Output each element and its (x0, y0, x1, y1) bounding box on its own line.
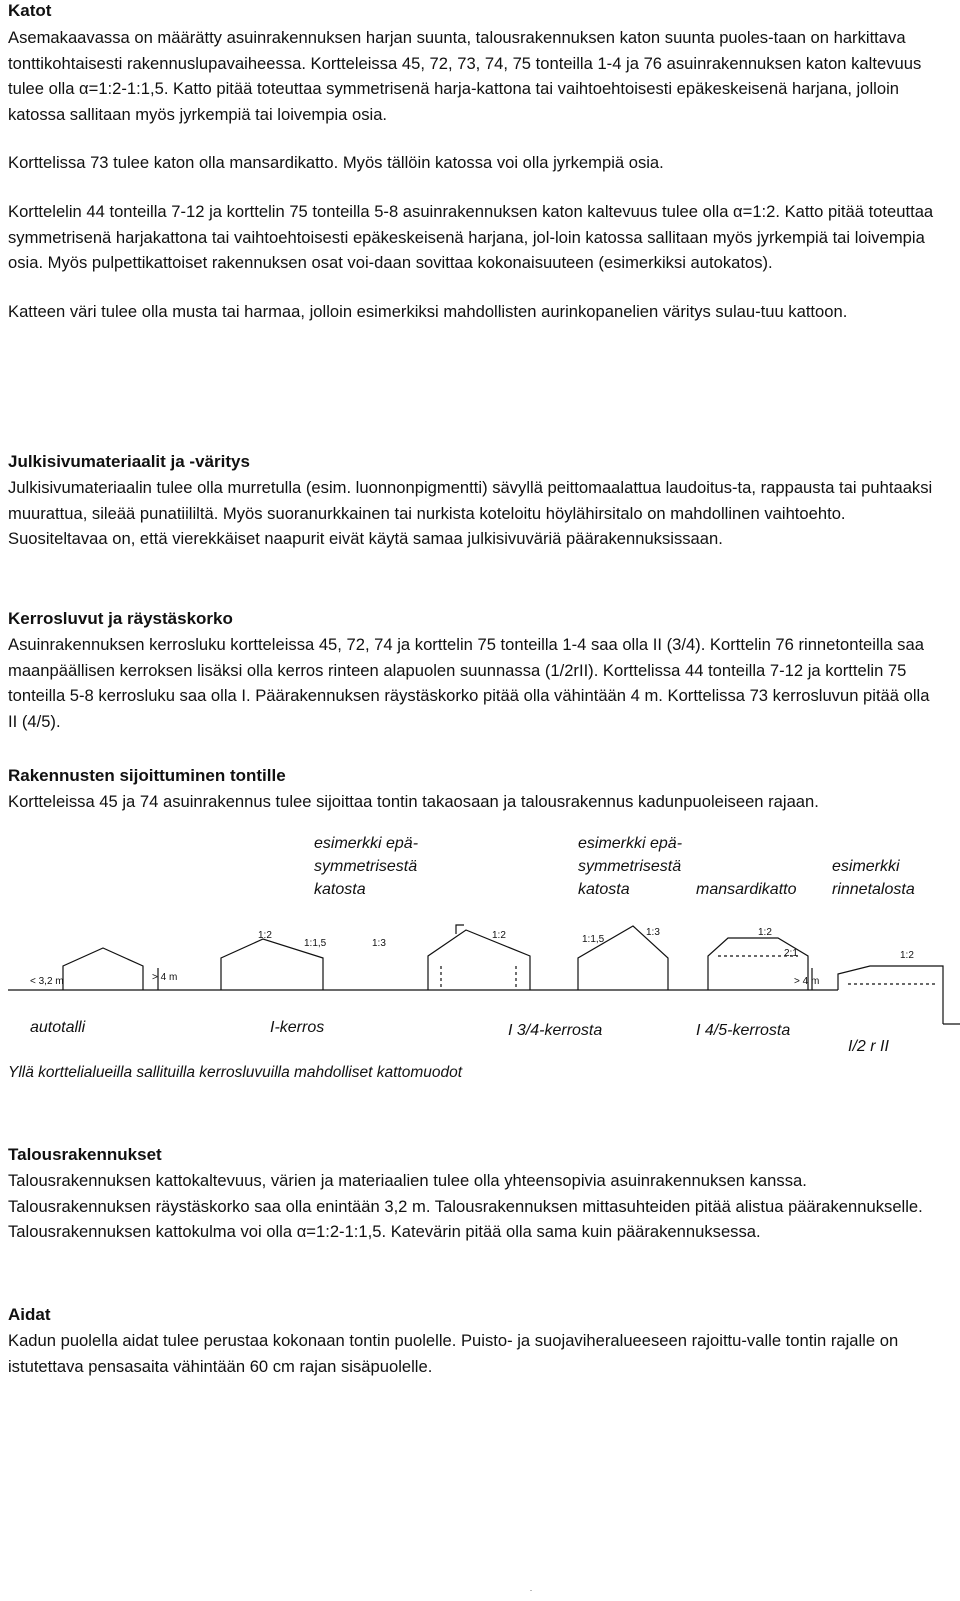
pitch-label: 1:1,5 (582, 934, 605, 945)
example-label-4: esimerkki rinnetalosta (832, 858, 915, 898)
scan-artifact (530, 1590, 532, 1591)
kerrosluvut-paragraph: Asuinrakennuksen kerrosluku kortteleissa 45, 72, 74 ja korttelin 75 tonteilla 1-4 saa olla II (3/4). Korttelin 76 rinnetonteilla saa maanpäällisen kerroksen lisäksi olla kerros rinteen alapuolen suunnassa (1/2rII). Korttelissa 44 tonteilla 7-12 ja korttelin 75 tonteilla 5-8 kerrosluku saa olla I. Päärakennuksen räystäskorko pitää olla vähintään 4 m. Korttelissa 73 kerrosluvun pitää olla II (4/5). (8, 635, 930, 731)
pitch-label: 1:2 (758, 927, 772, 938)
katot-paragraph-1: Asemakaavassa on määrätty asuinrakennuksen harjan suunta, talousrakennuksen katon suunta puoles-taan on harkittava tonttikohtaisesti rakennuslupavaiheessa. Kortteleissa 45, 72, 73, 74, 75 tonteilla 1-4 ja 76 asuinrakennuksen katon kaltevuus tulee olla α=1:2-1:1,5. Katto pitää toteuttaa symmetrisenä harja-kattona tai vaihtoehtoisesti epäkeskeisenä harjana, jolloin katossa sallitaan myös jyrkempiä tai loivempia osia. (8, 28, 922, 124)
height-label-slope: > 4 m (794, 976, 820, 987)
pitch-label: 1:1,5 (304, 938, 327, 949)
section-talousrakennukset (8, 1144, 943, 1245)
heading-kerrosluvut: Kerrosluvut ja räystäskorko (8, 609, 233, 628)
heading-aidat: Aidat (8, 1305, 51, 1324)
section-julkisivu (8, 451, 943, 552)
katot-paragraph-4: Katteen väri tulee olla musta tai harmaa, jolloin esimerkiksi mahdollisten aurinkopanelien väritys sulau-tuu kattoon. (8, 301, 848, 321)
mansard-outline (708, 938, 808, 990)
pitch-label: 1:2 (900, 950, 914, 961)
garage-outline (63, 948, 143, 990)
label-i-3-4-kerrosta: I 3/4-kerrosta (508, 1022, 603, 1039)
height-label-garage: < 3,2 m (30, 976, 64, 987)
example-label-3: mansardikatto (696, 881, 797, 898)
pitch-label: 1:3 (372, 938, 386, 949)
label-i-2-r-ii: I/2 r II (848, 1038, 889, 1055)
julkisivu-paragraph: Julkisivumateriaalin tulee olla murretulla (esim. luonnonpigmentti) sävyllä peittomaalattua laudoitus-ta, rappausta tai puhtaaksi muurattua, sileää punatiililtä. Myös suoranurkkainen tai nurkista koteloitu höylähirsitalo on mahdollinen vaihtoehto. Suositeltavaa on, että vierekkäiset naapurit eivät käytä samaa julkisivuväriä päärakennuksissaan. (8, 478, 933, 549)
section-katot (8, 0, 943, 324)
heading-katot: Katot (8, 1, 52, 20)
house-2-outline (428, 930, 530, 990)
roof-shapes-diagram (8, 826, 960, 1106)
katot-paragraph-2: Korttelissa 73 tulee katon olla mansardikatto. Myös tällöin katossa voi olla jyrkempiä osia. (8, 153, 664, 173)
talousrakennukset-paragraph: Talousrakennuksen kattokaltevuus, värien ja materiaalien tulee olla yhteensopivia asuinrakennuksen kanssa. Talousrakennuksen räystäskorko saa olla enintään 3,2 m. Talousrakennuksen mittasuhteiden pitää alistua päärakennukselle. Talousrakennuksen kattokulma voi olla α=1:2-1:1,5. Katevärin pitää olla sama kuin päärakennuksessa. (8, 1171, 923, 1242)
label-garage: autotalli (30, 1019, 86, 1036)
pitch-label: 2:1 (784, 948, 798, 959)
heading-sijoittuminen: Rakennusten sijoittuminen tontille (8, 766, 286, 785)
heading-talousrakennukset: Talousrakennukset (8, 1145, 162, 1164)
diagram-caption: Yllä korttelialueilla sallituilla kerrosluvuilla mahdolliset kattomuodot (8, 1064, 463, 1081)
sijoittuminen-paragraph: Kortteleissa 45 ja 74 asuinrakennus tulee sijoittaa tontin takaosaan ja talousrakennus kadunpuoleiseen rajaan. (8, 792, 819, 811)
label-i-kerros: I-kerros (270, 1019, 325, 1036)
section-aidat (8, 1304, 943, 1379)
example-label-2: esimerkki epä- symmetrisestä katosta (578, 835, 683, 898)
section-kerrosluvut (8, 608, 943, 734)
pitch-label: 1:2 (492, 930, 506, 941)
pitch-label: 1:2 (258, 930, 272, 941)
aidat-paragraph: Kadun puolella aidat tulee perustaa kokonaan tontin puolelle. Puisto- ja suojaviheralueeseen rajoittu-valle tontin rajalle on istutettava pensasaita vähintään 60 cm rajan sisäpuolelle. (8, 1331, 899, 1376)
height-label-main: > 4 m (152, 972, 178, 983)
slope-house-outline (838, 966, 943, 1024)
label-i-4-5-kerrosta: I 4/5-kerrosta (696, 1022, 791, 1039)
pitch-label: 1:3 (646, 927, 660, 938)
section-sijoittuminen (8, 765, 943, 815)
roof-shapes-drawing (8, 826, 960, 1056)
example-label-1: esimerkki epä- symmetrisestä katosta (314, 835, 419, 898)
katot-paragraph-3: Korttelelin 44 tonteilla 7-12 ja korttelin 75 tonteilla 5-8 asuinrakennuksen katon kaltevuus tulee olla α=1:2. Katto pitää toteuttaa symmetrisenä harjakattona tai vaihtoehtoisesti epäkeskeisenä harjana, jol-loin katossa sallitaan myös jyrkempiä tai loivempia osia. Myös pulpettikattoiset rakennuksen osat voi-daan sovittaa kokonaisuuteen (esimerkiksi autokatos). (8, 201, 934, 273)
heading-julkisivu: Julkisivumateriaalit ja -väritys (8, 452, 250, 471)
